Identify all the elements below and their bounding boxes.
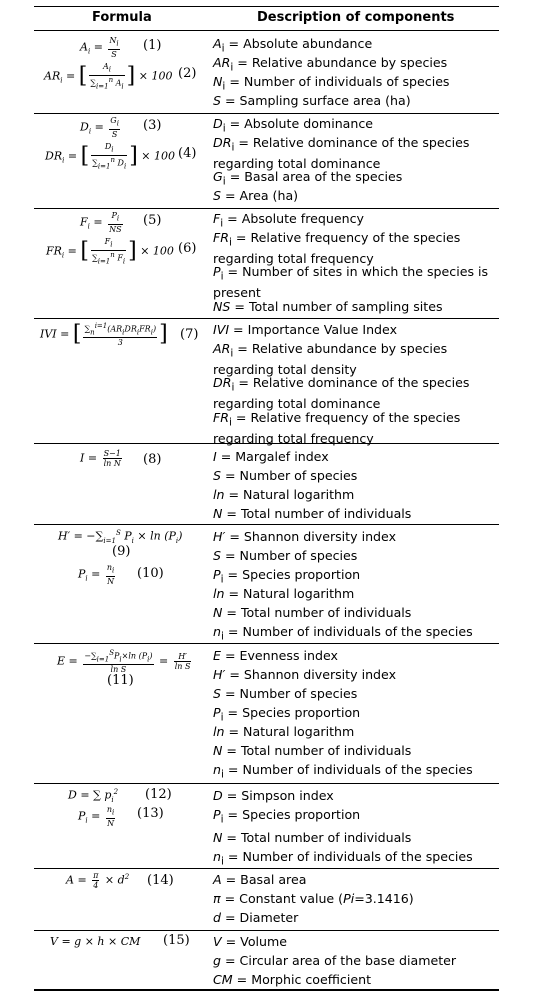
- equation-number-10: (10): [137, 566, 164, 581]
- equation-number-2: (2): [178, 66, 197, 81]
- equation-number-1: (1): [143, 38, 162, 53]
- description-line: $FR_i$ = Relative frequency of the species regarding total frequency: [213, 230, 461, 266]
- description-line: NS = Total number of sampling sites: [213, 299, 443, 314]
- description-line: S = Sampling surface area (ha): [213, 93, 411, 108]
- description-line: S = Number of species: [213, 686, 358, 701]
- description-line: N = Total number of individuals: [213, 743, 412, 758]
- equation-number-8: (8): [143, 452, 162, 467]
- description-line: ln = Natural logarithm: [213, 724, 355, 739]
- description-line: $P_i$ = Number of sites in which the species is present: [213, 264, 489, 300]
- equation-number-5: (5): [143, 213, 162, 228]
- description-line: $n_i$ = Number of individuals of the species: [213, 849, 473, 868]
- equation-5: $F_i$ = $\frac{P_i}{NS}$: [80, 211, 122, 234]
- description-line: CM = Morphic coefficient: [213, 972, 372, 987]
- equation-10: $P_i$ = $\frac{n_i}{N}$: [78, 563, 115, 586]
- equation-number-15: (15): [163, 933, 190, 948]
- description-line: $N_i$ = Number of individuals of species: [213, 74, 450, 93]
- equation-4: $DR_i$ = [ $\frac{D_i}{\sum_{i=1}^n D_i}$ ] × 100: [45, 142, 175, 170]
- equation-3: $D_i$ = $\frac{G_i}{S}$: [80, 116, 119, 139]
- description-line: $DR_i$ = Relative dominance of the species regarding total dominance: [213, 135, 470, 171]
- description-line: $P_i$ = Species proportion: [213, 567, 361, 586]
- description-line: $P_i$ = Species proportion: [213, 705, 361, 724]
- description-column-header: Description of components: [257, 10, 455, 25]
- description-line: $n_i$ = Number of individuals of the species: [213, 762, 473, 781]
- top-rule: [34, 6, 499, 7]
- equation-number-6: (6): [178, 241, 197, 256]
- description-line: $AR_i$ = Relative abundance by species: [213, 55, 448, 74]
- description-line: $D_i$ = Absolute dominance: [213, 116, 374, 135]
- description-line: IVI = Importance Value Index: [213, 322, 398, 337]
- equation-7: IVI = [ $\frac{\sum_n^{i=1}(AR_iDR_iFR_i)}{3}$ ]: [40, 321, 168, 348]
- header-rule: [34, 30, 499, 31]
- description-line: N = Total number of individuals: [213, 605, 412, 620]
- equation-number-3: (3): [143, 118, 162, 133]
- equation-number-4: (4): [178, 146, 197, 161]
- description-line: N = Total number of individuals: [213, 506, 412, 521]
- description-line: d = Diameter: [213, 910, 299, 925]
- formula-column-header: Formula: [92, 10, 152, 25]
- description-line: H′ = Shannon diversity index: [213, 667, 397, 682]
- equation-12: D = ∑ $p_i^2$: [68, 788, 119, 804]
- description-line: $FR_i$ = Relative frequency of the species regarding total frequency: [213, 410, 461, 446]
- description-line: $F_i$ = Absolute frequency: [213, 211, 364, 230]
- description-line: A = Basal area: [213, 872, 307, 887]
- equation-number-7: (7): [180, 327, 199, 342]
- description-line: V = Volume: [213, 934, 288, 949]
- description-line: $DR_i$ = Relative dominance of the species regarding total dominance: [213, 375, 470, 411]
- description-line: $P_i$ = Species proportion: [213, 807, 361, 826]
- description-line: $n_i$ = Number of individuals of the species: [213, 624, 473, 643]
- equation-6: $FR_i$ = [ $\frac{F_i}{\sum_{i=1}^n F_i}$ ] × 100: [46, 237, 174, 265]
- equation-14: A = $\frac{\pi}{4}$ × $d^2$: [66, 871, 130, 890]
- equation-number-9: (9): [112, 544, 131, 559]
- equation-13: $P_i$ = $\frac{n_i}{N}$: [78, 805, 115, 828]
- equation-8: I = $\frac{S-1}{\text{ln N}}$: [80, 449, 121, 468]
- group-divider: [34, 783, 499, 784]
- description-line: $G_i$ = Basal area of the species: [213, 169, 403, 188]
- description-line: S = Number of species: [213, 548, 358, 563]
- equation-2: $AR_i$ = [ $\frac{A_i}{\sum_{i=1}^n A_i}$ ] × 100: [44, 62, 173, 90]
- equation-number-11: (11): [107, 673, 134, 688]
- description-line: D = Simpson index: [213, 788, 334, 803]
- equation-number-14: (14): [147, 873, 174, 888]
- equation-11: E = $\frac{-\sum_{i=1}^SP_i\times\ln (P_i)}{\text{ln S}}$ = $\frac{H'}{\text{ln S}}$: [57, 649, 191, 675]
- description-line: I = Margalef index: [213, 449, 329, 464]
- description-line: E = Evenness index: [213, 648, 338, 663]
- equation-9: $H' = -\sum_{i=1}^S$ $P_i \times \ln (P_i)$: [58, 529, 183, 545]
- equation-number-13: (13): [137, 806, 164, 821]
- equation-15: V = g × h × CM: [50, 935, 141, 948]
- description-line: S = Area (ha): [213, 188, 299, 203]
- description-line: $AR_i$ = Relative abundance by species regarding total density: [213, 341, 448, 377]
- equation-1: $A_i$ = $\frac{N_i}{S}$: [80, 36, 119, 59]
- description-line: ln = Natural logarithm: [213, 487, 355, 502]
- description-line: π = Constant value (Pi=3.1416): [213, 891, 414, 906]
- equation-number-12: (12): [145, 787, 172, 802]
- description-line: N = Total number of individuals: [213, 830, 412, 845]
- description-line: H′ = Shannon diversity index: [213, 529, 397, 544]
- description-line: ln = Natural logarithm: [213, 586, 355, 601]
- description-line: g = Circular area of the base diameter: [213, 953, 457, 968]
- description-line: $A_i$ = Absolute abundance: [213, 36, 373, 55]
- description-line: S = Number of species: [213, 468, 358, 483]
